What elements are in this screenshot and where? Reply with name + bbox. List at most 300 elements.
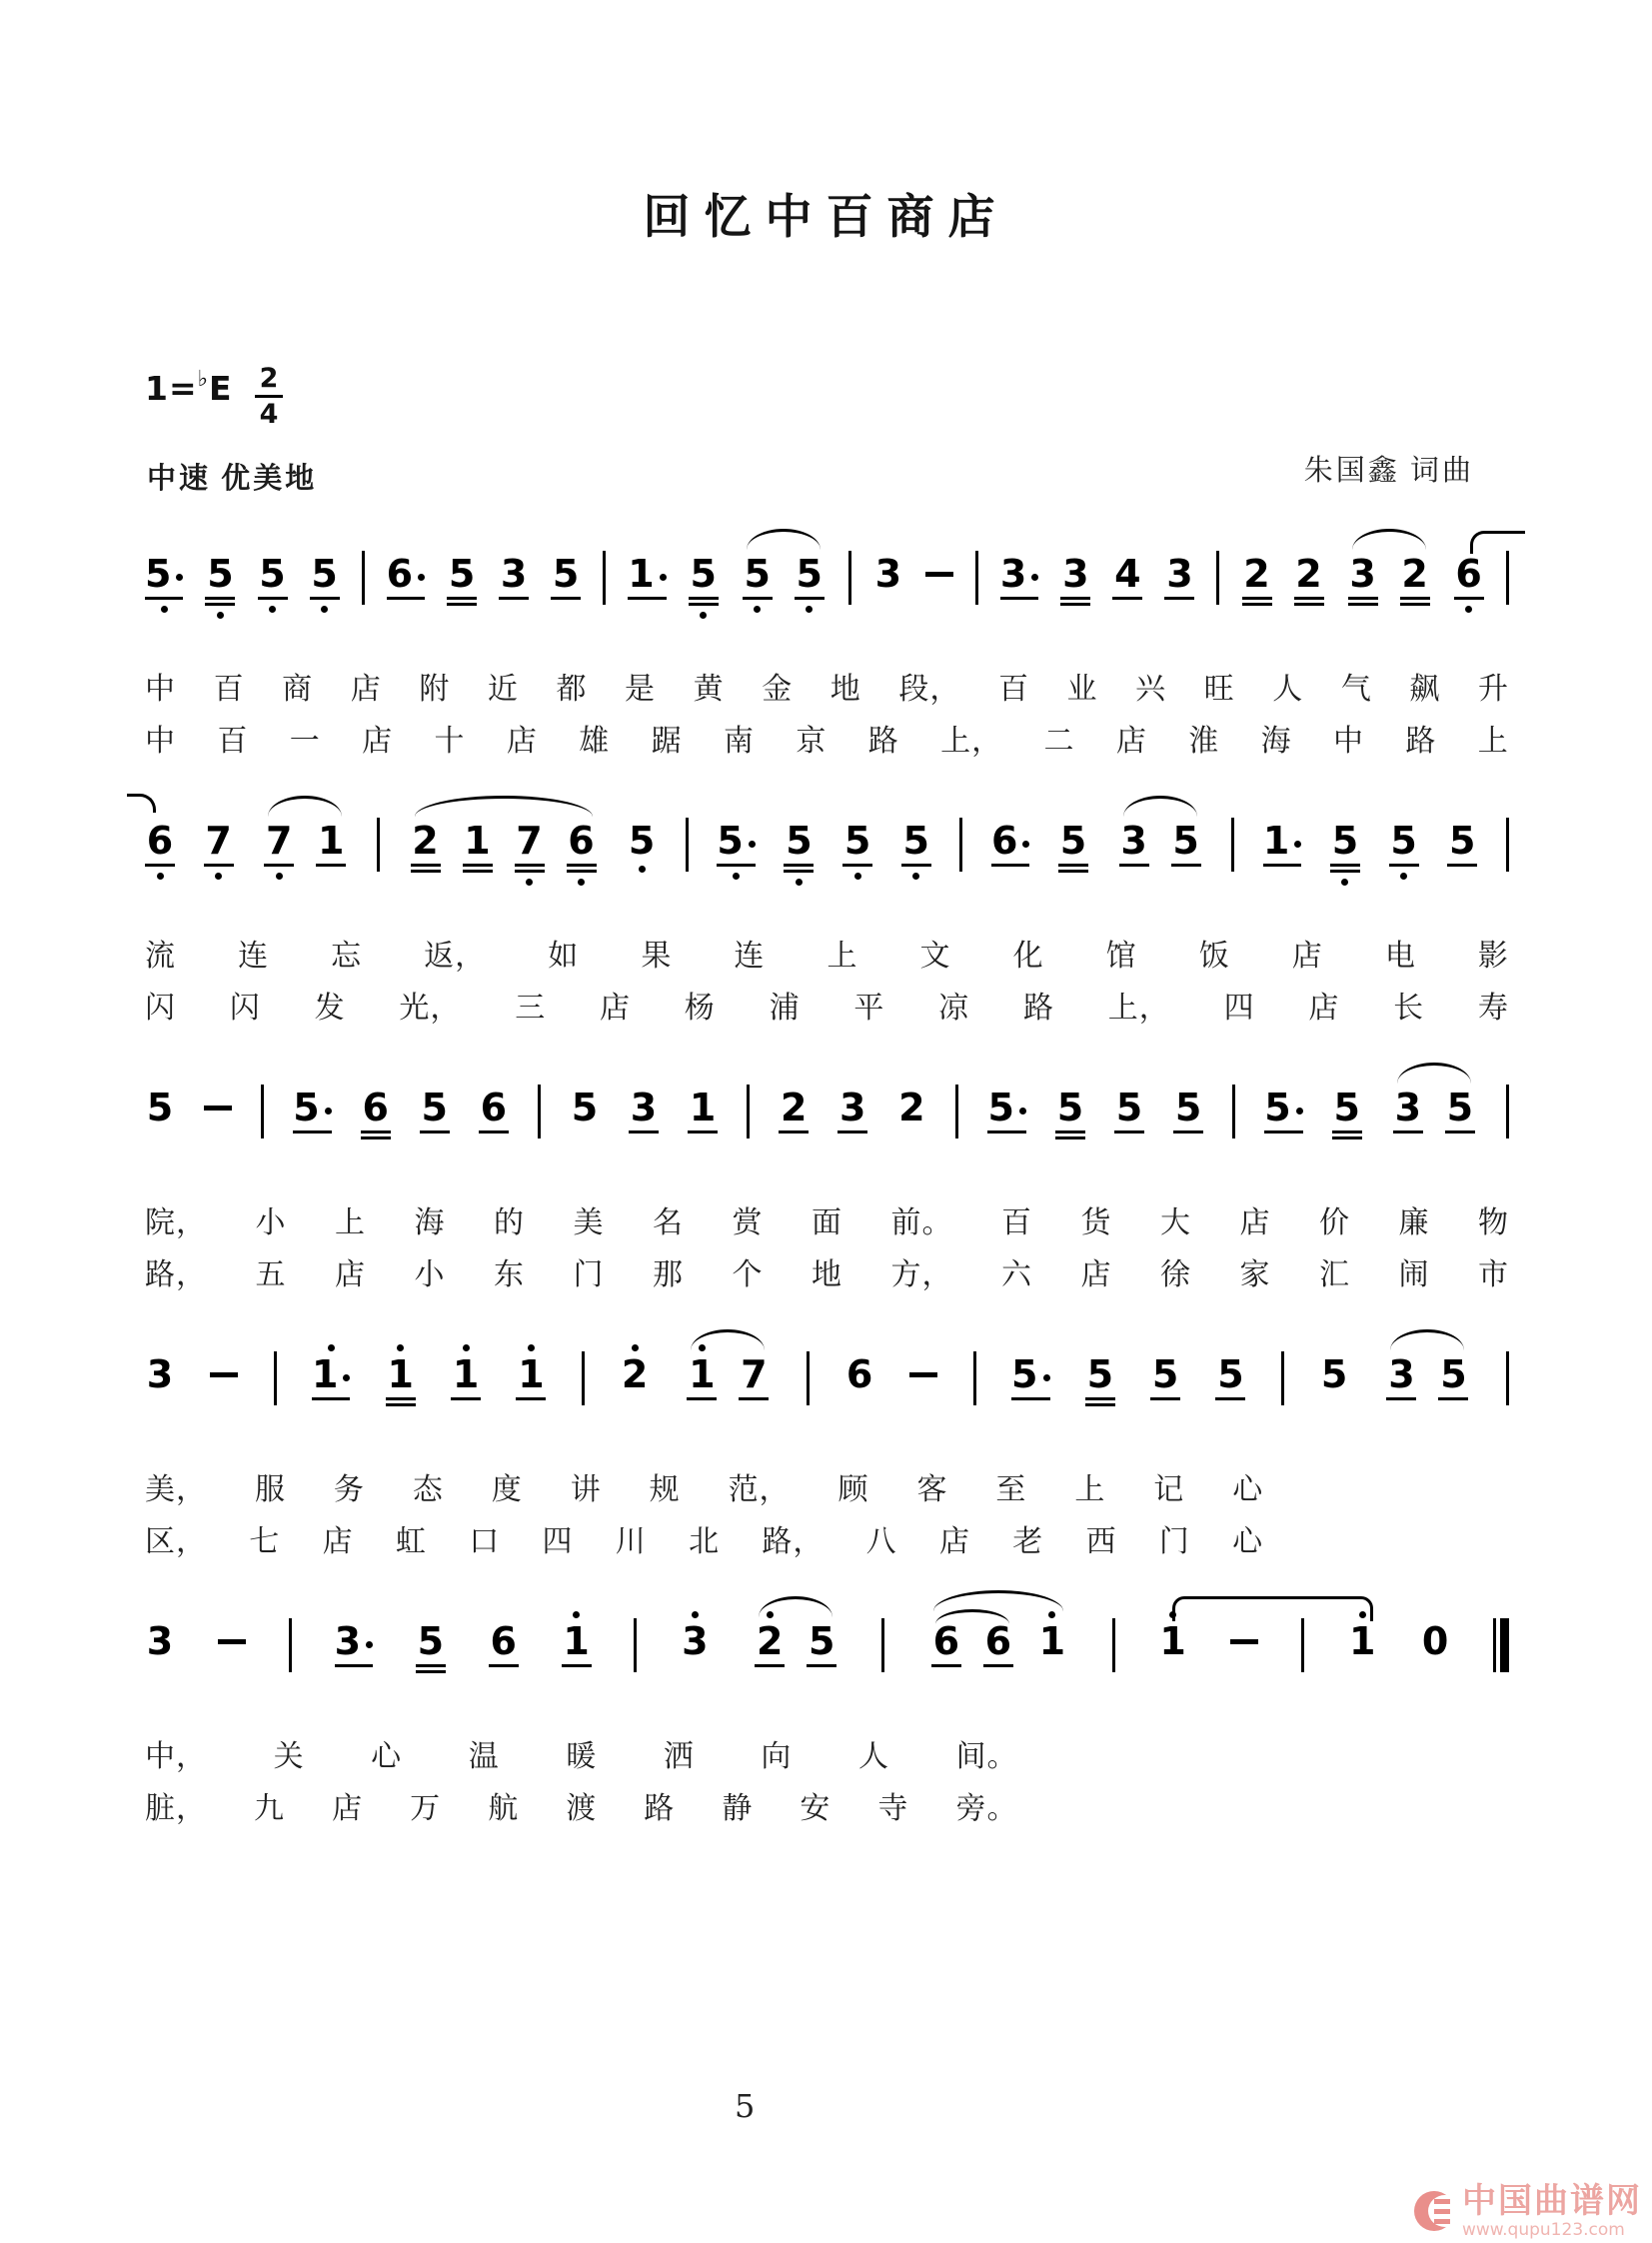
octave-up-dot [1169,1611,1176,1618]
lyric-syllable: 连 [238,940,270,973]
note-number: 5 [417,1619,445,1663]
lyric-syllable: 电 [1384,940,1416,973]
octave-down-dot [269,606,276,613]
barline [538,1085,541,1138]
lyric-syllable: 寿 [1477,991,1509,1025]
dash-continuation [1230,1639,1258,1644]
lyrics-row-2 [145,723,1509,761]
lyric-syllable: 虹 [395,1524,427,1558]
octave-up-dot [632,1344,639,1351]
note-number: 1 [387,1352,414,1396]
lyric-syllable: 暖 [566,1740,598,1773]
note-number: 3 [874,552,902,596]
slur-group [1391,1073,1477,1133]
lyric-syllable: 凉 [938,991,970,1025]
note-number: 1 [318,819,345,863]
note [689,539,719,619]
note [1085,1339,1115,1406]
note [562,1606,592,1667]
lyric-syllable: 安 [800,1791,831,1825]
lyric-syllable: 关 [273,1740,305,1773]
lyric-syllable: 店 [938,1524,970,1558]
lyric-syllable: 发 [314,991,346,1025]
octave-down-dot [1400,873,1407,880]
notes-row [145,539,1509,657]
lyric-syllable: 口 [469,1524,501,1558]
note-number: 3 [999,552,1027,596]
lyric-syllable: 路， [762,1524,825,1558]
lyric-syllable: 度 [491,1473,523,1506]
note-number: 6 [990,819,1018,863]
barline [881,1618,884,1672]
rhythm-dot [1031,574,1038,581]
note-number: 1 [1038,1619,1066,1663]
note-number: 5 [1151,1352,1179,1396]
note [567,806,597,886]
barline [1506,1351,1509,1405]
note-number: 5 [1011,1352,1038,1396]
note-number: 3 [146,1352,174,1396]
note [1348,539,1378,606]
watermark-site-name: 中国曲谱网 [1462,2183,1642,2220]
note [463,806,493,873]
lyric-syllable: 浦 [769,991,801,1025]
octave-up-dot [573,1611,580,1618]
note-number: 5 [259,552,286,596]
note-number: 5 [571,1086,599,1129]
barline [362,551,365,605]
lyric-syllable: 温 [468,1740,500,1773]
note-number: 6 [480,1086,508,1129]
lyric-syllable: 小 [255,1206,287,1239]
note-number: 6 [845,1352,873,1396]
barline [289,1618,292,1672]
lyric-syllable: 上 [335,1206,366,1239]
lyric-syllable: 渡 [566,1791,598,1825]
lyric-syllable: 上 [1074,1473,1106,1506]
rhythm-dot [749,841,756,848]
note [983,1606,1013,1667]
note [1332,1073,1362,1139]
slur-group [409,806,599,886]
octave-down-dot [1341,879,1348,886]
note-number: 1 [518,1352,545,1396]
note-number: 5 [786,819,813,863]
note-number: 5 [987,1086,1014,1129]
octave-down-dot [796,879,803,886]
rhythm-dot [1019,1108,1026,1115]
lyric-syllable: 美 [573,1206,605,1239]
lyric-syllable: 脏， [145,1791,207,1825]
note [205,539,235,619]
lyric-syllable: 二 [1043,724,1075,758]
note-number: 5 [1059,819,1087,863]
lyric-syllable: 小 [414,1257,446,1291]
note [1420,1606,1450,1663]
notes-row [145,1073,1509,1190]
slur-group [927,1606,1069,1667]
watermark-site-url: www.qupu123.com [1462,2220,1625,2240]
song-title: 回忆中百商店 [643,192,1009,244]
octave-up-dot [528,1344,535,1351]
note [515,806,545,886]
note [717,806,755,880]
note [264,806,294,880]
note [420,1073,450,1133]
note [620,1339,650,1396]
note-number: 5 [311,552,338,596]
note [837,1073,867,1133]
lyric-syllable: 淮 [1188,724,1220,758]
note-number: 6 [386,552,414,596]
note [312,1339,350,1400]
barline [1506,818,1509,872]
time-signature-numerator: 2 [255,365,284,398]
lyric-syllable: 店 [1080,1257,1112,1291]
lyric-syllable: 光， [399,991,462,1025]
note [1000,539,1038,600]
note [687,1339,717,1400]
note [1112,539,1142,600]
note-number: 5 [552,552,580,596]
systems [0,539,1652,1827]
barline [634,1618,637,1672]
rhythm-dot [366,1641,373,1648]
lyric-syllable: 廉 [1398,1206,1430,1239]
note [743,539,773,613]
note-number: 2 [1295,552,1322,596]
lyric-syllable: 东 [494,1257,525,1291]
note [1386,1339,1416,1400]
lyric-syllable: 中 [1333,724,1364,758]
lyric-syllable: 旺 [1203,673,1235,706]
lyric-syllable: 院， [145,1206,207,1239]
lyric-syllable: 流 [145,940,176,973]
lyric-syllable: 飙 [1409,673,1441,706]
lyric-syllable: 上 [1477,724,1509,758]
lyric-syllable: 七 [249,1524,281,1558]
octave-up-dot [767,1611,774,1618]
lyric-syllable: 店 [506,724,538,758]
lyric-syllable: 店 [335,1257,366,1291]
lyric-syllable: 京 [796,724,827,758]
note-number: 6 [1455,552,1482,596]
notes-row [145,1606,1509,1724]
note [258,539,288,613]
barline [1301,1618,1304,1672]
lyric-syllable: 客 [916,1473,948,1506]
lyric-syllable: 踞 [651,724,683,758]
note [1389,806,1419,880]
note-number: 2 [412,819,439,863]
lyric-syllable: 态 [412,1473,444,1506]
note [1058,806,1088,873]
note-number: 3 [1394,1086,1422,1129]
lyric-syllable: 的 [494,1206,525,1239]
note [844,1339,874,1396]
watermark-text [1462,2185,1642,2239]
rhythm-dot [660,574,667,581]
lyric-syllable: 返， [424,940,487,973]
note [1393,1073,1423,1133]
note [1347,1606,1377,1663]
note-number: 5 [808,1619,835,1663]
lyric-syllable: 南 [724,724,755,758]
note [901,806,931,880]
note-number: 5 [1172,819,1199,863]
lyric-syllable: 赏 [732,1206,764,1239]
note [499,539,529,600]
lyric-syllable: 路 [867,724,899,758]
dash-continuation [925,572,953,577]
note [145,1339,175,1396]
note [680,1606,710,1663]
note [842,806,872,880]
lyric-syllable: 商 [282,673,314,706]
lyric-syllable: 川 [615,1524,647,1558]
watermark [1414,2185,1642,2239]
note-number: 3 [146,1619,174,1663]
page-number: 5 [735,2087,756,2125]
note-number: 5 [690,552,717,596]
slur-group [1117,806,1203,867]
lyric-syllable: 至 [995,1473,1027,1506]
note [145,1606,175,1663]
barline [807,1351,810,1405]
lyric-syllable: 九 [254,1791,286,1825]
music-system-1 [145,539,1509,760]
note-number: 3 [500,552,528,596]
rhythm-dot [343,1374,350,1381]
note [479,1073,509,1133]
note [739,1339,769,1400]
barline [955,1085,958,1138]
note-number: 5 [448,552,476,596]
lyric-syllable: 闪 [145,991,176,1025]
note-number: 5 [1264,1086,1291,1129]
lyric-syllable: 十 [434,724,466,758]
note-number: 6 [490,1619,517,1663]
music-system-4 [145,1339,1509,1560]
composer-credit: 朱国鑫 词曲 [1303,455,1474,487]
lyric-syllable: 是 [625,673,657,706]
rhythm-dot [1296,1108,1303,1115]
lyric-syllable: 店 [1291,940,1323,973]
note [1438,1339,1468,1400]
music-system-5 [145,1606,1509,1827]
note [416,1606,446,1673]
lyric-syllable: 忘 [331,940,363,973]
lyric-syllable: 个 [732,1257,764,1291]
note-number: 5 [843,819,871,863]
lyric-syllable: 务 [333,1473,365,1506]
note [293,1073,331,1133]
note [1330,806,1360,886]
lyric-syllable: 六 [1001,1257,1032,1291]
barline [848,551,851,605]
note [335,1606,373,1667]
slur-group [753,1606,838,1667]
note-number: 2 [621,1352,649,1396]
lyric-syllable: 门 [1158,1524,1190,1558]
octave-up-dot [397,1344,404,1351]
note [204,806,234,880]
octave-down-dot [276,873,283,880]
lyric-syllable: 馆 [1105,940,1137,973]
lyric-syllable: 顾 [837,1473,869,1506]
barline [1232,1085,1235,1138]
note-number: 5 [744,552,771,596]
dash-continuation [210,1372,238,1377]
note [1055,1073,1085,1139]
lyric-syllable: 店 [1115,724,1147,758]
barline [1506,551,1509,605]
barline [1112,1618,1115,1672]
lyric-syllable: 三 [515,991,547,1025]
lyric-syllable: 海 [1260,724,1292,758]
lyric-syllable: 气 [1340,673,1372,706]
note [1294,539,1324,606]
note-number: 5 [146,1086,174,1129]
note [361,1073,391,1139]
lyric-syllable: 服 [254,1473,286,1506]
note-number: 1 [563,1619,590,1663]
rhythm-dot [1294,841,1301,848]
lyric-syllable: 老 [1012,1524,1044,1558]
note-number: 4 [1114,552,1141,596]
octave-down-dot [806,606,813,613]
lyric-syllable: 四 [542,1524,574,1558]
octave-up-dot [699,1344,706,1351]
note-number: 1 [452,1352,480,1396]
rhythm-dot [418,574,425,581]
lyric-syllable: 记 [1153,1473,1185,1506]
lyric-syllable: 五 [255,1257,287,1291]
lyric-syllable: 中， [145,1740,207,1773]
lyric-syllable: 向 [761,1740,793,1773]
note [807,1606,836,1667]
lyric-syllable: 价 [1319,1206,1350,1239]
dash-continuation [909,1372,937,1377]
barline [1281,1351,1284,1405]
flat-accidental: ♭ [197,367,210,392]
octave-up-dot [1359,1611,1366,1618]
lyric-syllable: 路， [145,1257,207,1291]
lyric-syllable: 果 [641,940,673,973]
note-number: 1 [464,819,491,863]
lyric-syllable: 百 [997,673,1029,706]
note-number: 5 [1446,1086,1474,1129]
lyric-syllable: 间。 [955,1740,1018,1773]
note-number: 2 [1243,552,1270,596]
dash-continuation [218,1639,246,1644]
note [795,539,825,613]
note [1037,1606,1067,1663]
barline [274,1351,277,1405]
note [1400,539,1430,606]
lyric-syllable: 店 [332,1791,364,1825]
note [310,539,340,613]
note [451,1339,481,1400]
lyric-syllable: 人 [1272,673,1304,706]
lyric-syllable: 货 [1080,1206,1112,1239]
lyric-syllable: 讲 [570,1473,602,1506]
barline [603,551,606,605]
lyric-syllable: 面 [812,1206,842,1239]
key-signature: 1=♭E [145,367,233,408]
note [387,539,425,600]
lyric-syllable: 附 [419,673,451,706]
octave-up-dot [328,1344,335,1351]
tempo-marking: 中速 优美地 [147,463,318,495]
lyric-syllable: 百 [213,673,245,706]
note [1447,806,1477,867]
lyrics-row-1 [145,1738,1018,1776]
lyric-syllable: 家 [1239,1257,1271,1291]
note [1215,1339,1245,1400]
note-number: 3 [839,1086,866,1129]
barline [747,1085,750,1138]
lyrics-row-2 [145,1523,1263,1561]
note [755,1606,785,1667]
note [386,1339,416,1406]
octave-down-dot [161,606,168,613]
rhythm-dot [325,1108,332,1115]
slur-group [685,1339,771,1400]
slur-group [262,806,348,880]
barline [377,818,380,872]
note-number: 5 [145,552,172,596]
lyric-syllable: 上， [940,724,1003,758]
lyric-syllable: 业 [1066,673,1098,706]
lyric-syllable: 近 [487,673,519,706]
lyric-syllable: 店 [1239,1206,1271,1239]
lyric-syllable: 市 [1478,1257,1509,1291]
note [1150,1339,1180,1400]
lyric-syllable: 人 [857,1740,889,1773]
qupu-logo-icon [1414,2185,1456,2239]
lyrics-row-1 [145,1204,1509,1242]
note-number: 0 [1421,1619,1449,1663]
note-number: 5 [902,819,929,863]
note-number: 2 [898,1086,925,1129]
note [1173,1073,1203,1133]
note-number: 2 [756,1619,784,1663]
lyric-syllable: 长 [1393,991,1425,1025]
note [145,539,183,613]
lyric-syllable: 静 [722,1791,754,1825]
note-number: 5 [628,819,656,863]
lyric-syllable: 影 [1477,940,1509,973]
barline [261,1085,264,1138]
lyric-syllable: 文 [919,940,951,973]
note [1060,539,1090,606]
octave-down-dot [754,606,761,613]
octave-down-dot [854,873,861,880]
note-number: 1 [1348,1619,1376,1663]
lyric-syllable: 饭 [1198,940,1230,973]
octave-down-dot [578,879,585,886]
music-system-2 [145,806,1509,1027]
lyric-syllable: 店 [1308,991,1340,1025]
octave-down-dot [215,873,222,880]
note-number: 1 [689,1086,717,1129]
note-number: 3 [682,1619,709,1663]
note-number: 1 [628,552,655,596]
note-number: 3 [1120,819,1147,863]
dash-continuation [204,1106,232,1111]
note-number: 5 [796,552,823,596]
